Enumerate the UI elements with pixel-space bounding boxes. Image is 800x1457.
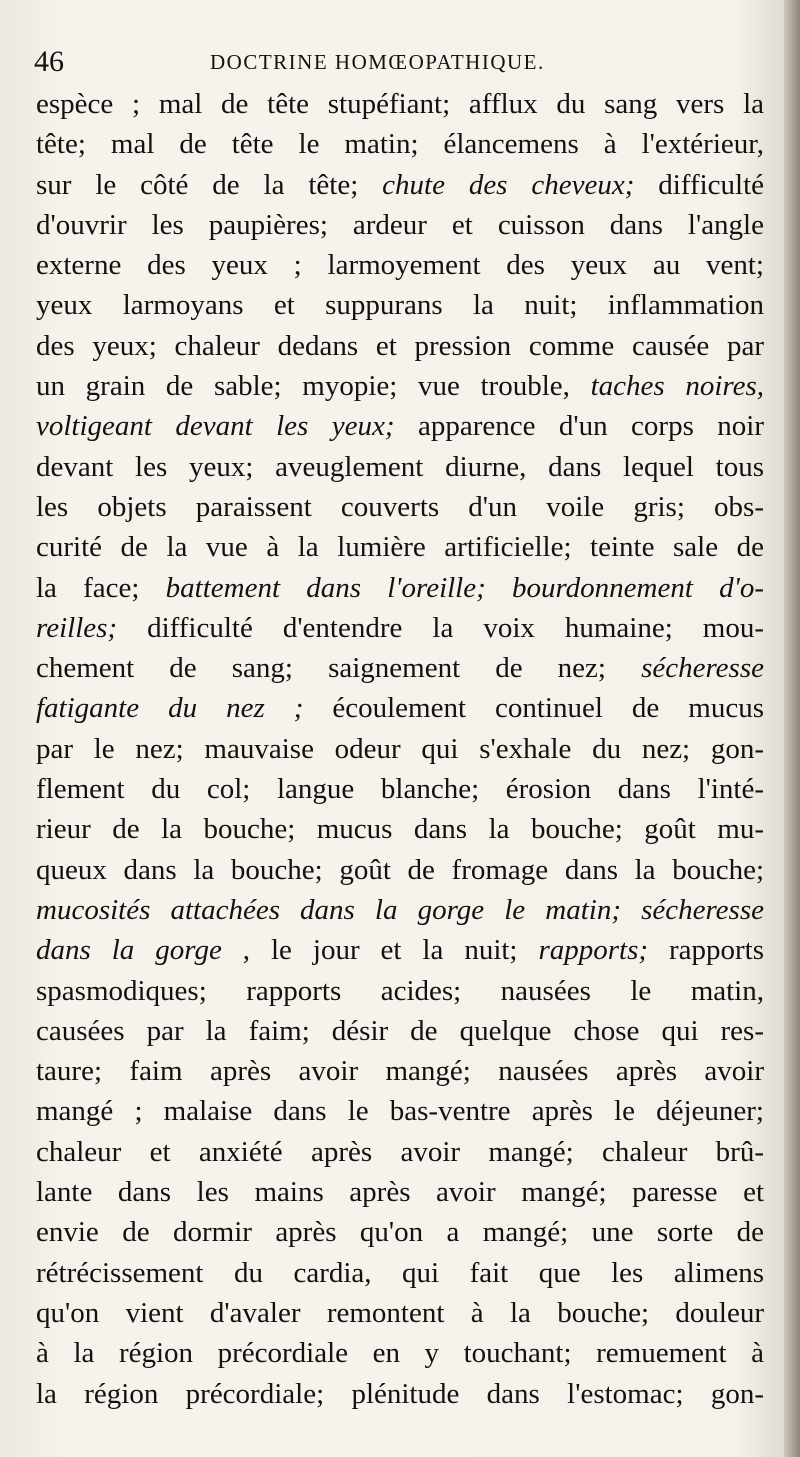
- text-line: [36, 890, 764, 930]
- text-line: [36, 1293, 764, 1333]
- text-run: difficulté d'entendre la voix humaine; mou-: [117, 611, 764, 644]
- text-line: [36, 366, 764, 406]
- text-line: [36, 608, 764, 648]
- text-run: sur le côté de la tête;: [36, 168, 383, 201]
- text-line: [36, 84, 764, 124]
- text-run: rapports: [648, 934, 764, 967]
- text-line: [36, 568, 764, 608]
- text-run: chaleur et anxiété après avoir mangé; chaleur brû-: [36, 1135, 764, 1168]
- text-run: la face;: [36, 571, 166, 604]
- text-line: [36, 527, 764, 567]
- text-run: yeux larmoyans et suppurans la nuit; inflammation: [36, 289, 764, 322]
- text-line: [36, 850, 764, 890]
- page-header: [34, 42, 774, 82]
- text-run: spasmodiques; rapports acides; nausées le matin,: [36, 974, 764, 1007]
- text-run: tête; mal de tête le matin; élancemens à l'extérieur,: [36, 128, 764, 161]
- text-line: [36, 447, 764, 487]
- text-line: [36, 769, 764, 809]
- page-edge: [784, 0, 800, 1457]
- text-line: [36, 245, 764, 285]
- running-head: DOCTRINE HOMŒOPATHIQUE.: [210, 50, 545, 74]
- text-line: [36, 1091, 764, 1131]
- text-line: [36, 1051, 764, 1091]
- text-run: flement du col; langue blanche; érosion dans l'inté-: [36, 773, 764, 806]
- italic-run: mucosités attachées dans la gorge le matin; sécheresse: [36, 893, 764, 926]
- text-run: curité de la vue à la lumière artificielle; teinte sale de: [36, 531, 764, 564]
- text-run: des yeux; chaleur dedans et pression comme causée par: [36, 329, 764, 362]
- text-run: , le jour et la nuit;: [221, 934, 539, 967]
- italic-run: rapports;: [538, 934, 649, 967]
- text-line: [36, 1011, 764, 1051]
- text-line: [36, 1172, 764, 1212]
- italic-run: taches noires,: [590, 370, 764, 403]
- text-line: [36, 487, 764, 527]
- text-run: par le nez; mauvaise odeur qui s'exhale du nez; gon-: [36, 732, 764, 765]
- text-line: [36, 1374, 764, 1414]
- text-line: [36, 285, 764, 325]
- text-run: qu'on vient d'avaler remontent à la bouche; douleur: [36, 1296, 764, 1329]
- italic-run: fatigante du nez ;: [36, 692, 304, 725]
- text-line: [36, 688, 764, 728]
- text-run: espèce ; mal de tête stupéfiant; afflux du sang vers la: [36, 88, 764, 120]
- text-run: queux dans la bouche; goût de fromage dans la bouche;: [36, 853, 764, 886]
- text-run: mangé ; malaise dans le bas-ventre après le déjeuner;: [36, 1095, 764, 1128]
- text-run: rétrécissement du cardia, qui fait que les alimens: [36, 1256, 764, 1289]
- text-line: [36, 809, 764, 849]
- text-line: [36, 406, 764, 446]
- text-run: devant les yeux; aveuglement diurne, dans lequel tous: [36, 450, 764, 483]
- page-number: 46: [34, 45, 64, 78]
- text-run: taure; faim après avoir mangé; nausées après avoir: [36, 1055, 764, 1088]
- text-run: difficulté: [634, 168, 765, 201]
- italic-run: chute des cheveux;: [382, 168, 635, 201]
- text-run: la région précordiale; plénitude dans l'estomac; gon-: [36, 1377, 764, 1410]
- text-line: [36, 1253, 764, 1293]
- text-line: [36, 1333, 764, 1373]
- text-run: envie de dormir après qu'on a mangé; une sorte de: [36, 1216, 764, 1249]
- text-run: causées par la faim; désir de quelque chose qui res-: [36, 1014, 764, 1047]
- text-line: [36, 1132, 764, 1172]
- text-run: d'ouvrir les paupières; ardeur et cuisson dans l'angle: [36, 208, 764, 241]
- text-line: [36, 729, 764, 769]
- italic-run: battement dans l'oreille; bourdonnement d'o-: [165, 571, 764, 604]
- italic-run: sécheresse: [641, 652, 764, 685]
- text-line: [36, 1212, 764, 1252]
- text-run: écoulement continuel de mucus: [303, 692, 764, 725]
- text-line: [36, 326, 764, 366]
- italic-run: dans la gorge: [36, 934, 222, 967]
- text-run: un grain de sable; myopie; vue trouble,: [36, 370, 591, 403]
- text-line: [36, 930, 764, 970]
- body-text: [36, 84, 764, 1414]
- text-line: [36, 648, 764, 688]
- text-line: [36, 971, 764, 1011]
- text-run: les objets paraissent couverts d'un voile gris; obs-: [36, 490, 764, 523]
- text-run: à la région précordiale en y touchant; remuement à: [36, 1337, 764, 1370]
- italic-run: voltigeant devant les yeux;: [36, 410, 395, 443]
- text-line: [36, 124, 764, 164]
- italic-run: reilles;: [36, 611, 118, 644]
- text-line: [36, 205, 764, 245]
- text-run: rieur de la bouche; mucus dans la bouche; goût mu-: [36, 813, 764, 846]
- text-run: externe des yeux ; larmoyement des yeux au vent;: [36, 249, 764, 282]
- text-line: [36, 165, 764, 205]
- text-run: chement de sang; saignement de nez;: [36, 652, 642, 685]
- text-run: apparence d'un corps noir: [394, 410, 764, 443]
- text-run: lante dans les mains après avoir mangé; paresse et: [36, 1176, 764, 1209]
